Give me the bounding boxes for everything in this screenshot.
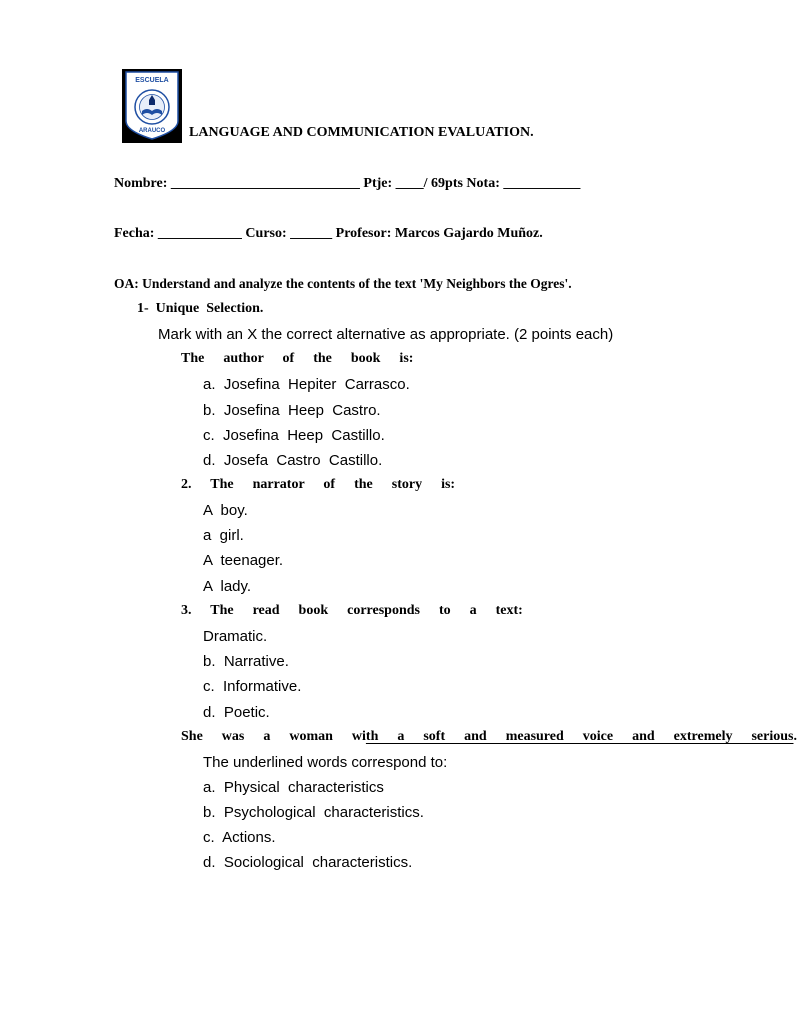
section-instruction: Mark with an X the correct alternative as appropriate. (2 points each) bbox=[158, 326, 614, 343]
question-2-option-c[interactable]: A teenager. bbox=[203, 552, 284, 569]
section-heading: 1- Unique Selection. bbox=[137, 301, 264, 316]
question-2-option-b[interactable]: a girl. bbox=[203, 527, 244, 544]
question-1-option-a[interactable]: a. Josefina Hepiter Carrasco. bbox=[203, 376, 410, 393]
question-2-option-d[interactable]: A lady. bbox=[203, 578, 252, 595]
question-4-option-d[interactable]: d. Sociological characteristics. bbox=[203, 854, 413, 871]
question-1-option-b[interactable]: b. Josefina Heep Castro. bbox=[203, 402, 381, 419]
question-4-prompt-end: . bbox=[793, 729, 797, 744]
question-1-option-d[interactable]: d. Josefa Castro Castillo. bbox=[203, 452, 383, 469]
question-3-prompt: 3. The read book corresponds to a text: bbox=[181, 603, 523, 618]
question-4-prompt-start: She was a woman wi bbox=[181, 729, 366, 744]
question-4-underlined-text: th a soft and measured voice and extremely serious bbox=[365, 729, 794, 744]
question-4-option-c[interactable]: c. Actions. bbox=[203, 829, 276, 846]
question-3-option-a[interactable]: Dramatic. bbox=[203, 628, 268, 645]
question-3-option-b[interactable]: b. Narrative. bbox=[203, 653, 289, 670]
question-3-option-d[interactable]: d. Poetic. bbox=[203, 704, 270, 721]
question-1-prompt: The author of the book is: bbox=[181, 351, 414, 366]
header-line-name: Nombre: ___________________________ Ptje: ____/ 69pts Nota: ___________ bbox=[114, 176, 581, 191]
question-4-option-b[interactable]: b. Psychological characteristics. bbox=[203, 804, 424, 821]
school-logo bbox=[114, 51, 174, 134]
question-2-option-a[interactable]: A boy. bbox=[203, 502, 248, 519]
question-1-option-c[interactable]: c. Josefina Heep Castillo. bbox=[203, 427, 385, 444]
page-title: LANGUAGE AND COMMUNICATION EVALUATION. bbox=[189, 125, 534, 140]
logo-top-text: ESCUELA bbox=[135, 77, 169, 84]
question-4-option-a[interactable]: a. Physical characteristics bbox=[203, 779, 384, 796]
header-line-date: Fecha: ____________ Curso: ______ Profesor: Marcos Gajardo Muñoz. bbox=[114, 226, 543, 241]
learning-objective: OA: Understand and analyze the contents of the text 'My Neighbors the Ogres'. bbox=[114, 276, 572, 291]
logo-bottom-text: ARAUCO bbox=[138, 128, 166, 134]
question-4-subprompt: The underlined words correspond to: bbox=[203, 754, 448, 771]
question-4-prompt bbox=[181, 729, 797, 745]
question-2-prompt: 2. The narrator of the story is: bbox=[181, 477, 456, 492]
question-3-option-c[interactable]: c. Informative. bbox=[203, 678, 302, 695]
